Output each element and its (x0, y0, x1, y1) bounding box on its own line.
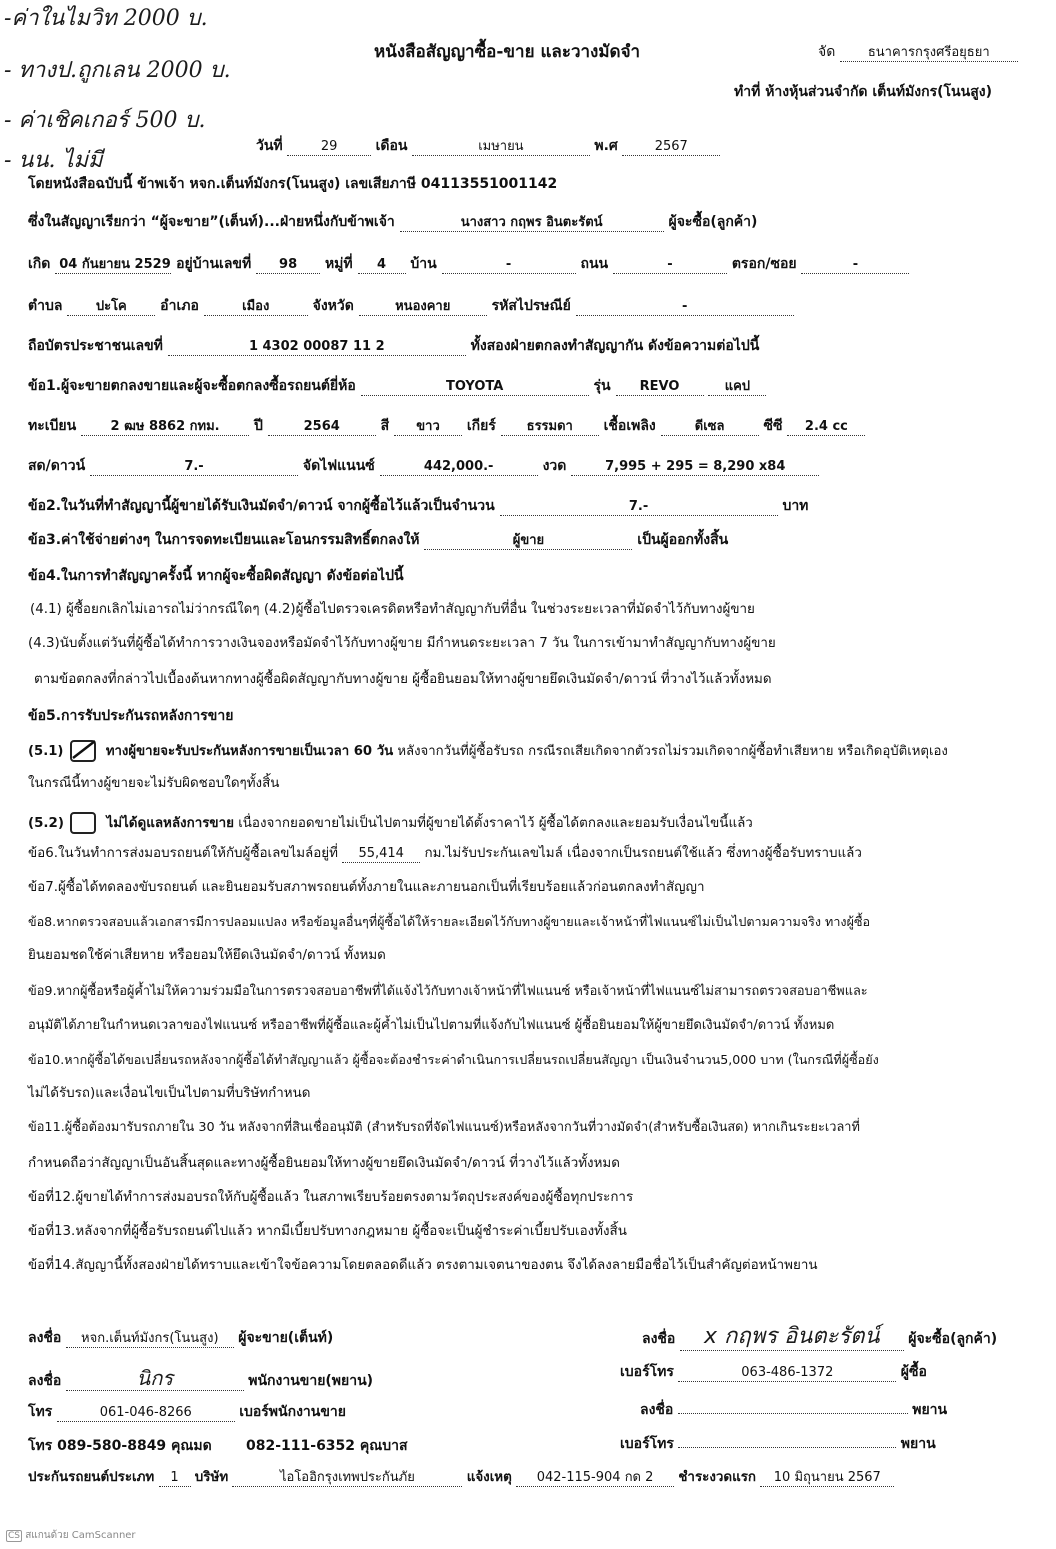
clause-4-1: (4.1) ผู้ซื้อยกเลิกไม่เอารถไม่ว่ากรณีใดๆ (4.2)ผู้ซื้อไปตรวจเครดิตหรือทำสัญญากับที่อื่น ในช่วงระยะเวลาที่มัดจำไว้กับทางผู้ขาย (30, 602, 755, 617)
born-label: เกิด (28, 256, 51, 272)
year-label: พ.ศ (594, 138, 618, 154)
staff-signature: นิกร (66, 1366, 244, 1391)
color-field: ขาว (394, 419, 462, 436)
plate-label: ทะเบียน (28, 418, 77, 434)
clause-7: ข้อ7.ผู้ซื้อได้ทดลองขับรถยนต์ และยินยอมรับสภาพรถยนต์ทั้งภายในและภายนอกเป็นที่เรียบร้อยแล้วก่อนตกลงทำสัญญา (28, 880, 705, 895)
place-line: ทำที่ ห้างหุ้นส่วนจำกัด เต็นท์มังกร(โนนสูง) (734, 84, 992, 100)
sign-label: ลงชื่อ (28, 1330, 62, 1346)
scanner-watermark (6, 1528, 136, 1543)
sign-label: ลงชื่อ (28, 1373, 62, 1389)
clause-1-line (28, 378, 766, 396)
born-field: 04 กันยายน 2529 (55, 257, 171, 274)
clause-3-line (28, 532, 728, 550)
clause-5-2-rest: เนื่องจากยอดขายไม่เป็นไปตามที่ผู้ขายได้ตั้งราคาไว้ ผู้ซื้อได้ตกลงและยอมรับเงื่อนไขนี้แล้ว (238, 816, 753, 831)
seller-sign-line (28, 1330, 333, 1348)
date-line (256, 138, 720, 156)
jad-line (818, 44, 1018, 62)
buyer-signature: x กฤพร อินตะรัตน์ (680, 1324, 904, 1351)
id-field: 1 4302 00087 11 2 (168, 339, 466, 356)
clause-5-2-label: ไม่ได้ดูแลหลังการขาย (106, 816, 234, 831)
color-label: สี (380, 418, 390, 434)
buyer-name-field: นางสาว กฤพร อินตะรัตน์ (400, 215, 664, 232)
model-label: รุ่น (593, 378, 611, 394)
clause-2-pre: ข้อ2.ในวันที่ทำสัญญานี้ผู้ขายได้รับเงินมัดจำ/ดาวน์ จากผู้ซื้อไว้แล้วเป็นจำนวน (28, 498, 495, 514)
moo-field: 4 (358, 257, 406, 274)
tel-label: โทร (28, 1404, 53, 1420)
fee-payer-field: ผู้ขาย (424, 533, 632, 550)
no-warranty-checkbox[interactable] (70, 812, 96, 834)
finance-label: จัดไฟแนนซ์ (302, 458, 375, 474)
id-line (28, 338, 759, 356)
road-field: - (613, 257, 727, 274)
house-field: 98 (256, 257, 320, 274)
clause-14: ข้อที่14.สัญญานี้ทั้งสองฝ่ายได้ทราบและเข้าใจข้อความโดยตลอดดีแล้ว ตรงตามเจตนาของตน จึงได้ลงลายมือชื่อไว้เป็นสำคัญต่อหน้าพยาน (28, 1258, 818, 1273)
clause-5-1-label: ทางผู้ขายจะรับประกันหลังการขายเป็นเวลา 60 วัน (105, 744, 394, 759)
finance-field: 442,000.- (380, 459, 538, 476)
jad-value: ธนาคารกรุงศรีอยุธยา (840, 45, 1018, 62)
camscanner-icon: CS (8, 1531, 20, 1541)
seller-line (28, 214, 757, 232)
warranty-checkbox-checked[interactable] (70, 740, 96, 762)
clause-5-2 (28, 812, 753, 834)
buyer-phone-role: ผู้ซื้อ (900, 1364, 927, 1380)
seller-name-field: หจก.เต็นท์มังกร(โนนสูง) (66, 1331, 234, 1348)
witness-phone-field (678, 1447, 896, 1448)
clause-4-heading: ข้อ4.ในการทำสัญญาครั้งนี้ หากผู้จะซื้อผิดสัญญา ดังข้อต่อไปนี้ (28, 568, 404, 584)
clause-5-2-number: (5.2) (28, 816, 64, 831)
insurance-company-field: ไอโออิกรุงเทพประกันภัย (232, 1470, 462, 1487)
clause-6 (28, 846, 862, 863)
buyer-role: ผู้จะซื้อ(ลูกค้า) (908, 1331, 998, 1347)
sign-label: ลงชื่อ (640, 1402, 674, 1418)
model-field: REVO (616, 379, 704, 396)
cc-label: ซีซี (763, 418, 783, 434)
tambon-field: ปะโค (67, 299, 155, 316)
witness-role: พยาน (912, 1402, 948, 1418)
cc-field: 2.4 cc (787, 419, 865, 436)
brand-field: TOYOTA (361, 379, 589, 396)
handwritten-note-4: - นน. ไม่มี (4, 148, 103, 173)
province-label: จังหวัด (312, 298, 354, 314)
sign-label: ลงชื่อ (642, 1331, 676, 1347)
handwritten-note-3: - ค่าเชิคเกอร์ 500 บ. (4, 108, 206, 133)
staff-sign-line (28, 1366, 373, 1391)
plate-line (28, 418, 865, 436)
clause-8b: ยินยอมชดใช้ค่าเสียหาย หรือยอมให้ยึดเงินมัดจำ/ดาวน์ ทั้งหมด (28, 948, 386, 963)
province-field: หนองคาย (359, 299, 487, 316)
down-field: 7.- (90, 459, 298, 476)
clause-11b: กำหนดถือว่าสัญญาเป็นอันสิ้นสุดและทางผู้ซื้อยินยอมให้ทางผู้ขายยึดเงินมัดจำ/ดาวน์ ที่วางไว้แล้วทั้งหมด (28, 1156, 620, 1171)
staff-role: พนักงานขาย(พยาน) (248, 1373, 374, 1389)
insurance-notify-field: 042-115-904 กด 2 (516, 1470, 674, 1487)
installment-label: งวด (542, 458, 567, 474)
clause-5-1-number: (5.1) (28, 744, 64, 759)
insurance-label: ประกันรถยนต์ประเภท (28, 1470, 155, 1485)
deposit-unit: บาท (782, 498, 809, 514)
intro-line: โดยหนังสือฉบับนี้ ข้าพเจ้า หจก.เต็นท์มังกร(โนนสูง) เลขเสียภาษี 04113551001142 (28, 176, 558, 192)
clause-5-1b: ในกรณีนี้ทางผู้ขายจะไม่รับผิดชอบใดๆทั้งสิ้น (28, 776, 280, 791)
car-year-field: 2564 (268, 419, 376, 436)
buyer-post: ผู้จะซื้อ(ลูกค้า) (668, 214, 758, 230)
zip-field: - (576, 299, 794, 316)
zip-label: รหัสไปรษณีย์ (491, 298, 571, 314)
amphoe-label: อำเภอ (160, 298, 199, 314)
staff-phone-role: เบอร์พนักงานขาย (239, 1404, 346, 1420)
installment-field: 7,995 + 295 = 8,290 x84 (571, 459, 819, 476)
clause-5-1 (28, 740, 948, 762)
finance-line (28, 458, 819, 476)
ban-field: - (442, 257, 576, 274)
fuel-label: เชื้อเพลิง (603, 418, 656, 434)
scanner-text: สแกนด้วย CamScanner (25, 1530, 136, 1541)
deposit-field: 7.- (500, 499, 778, 516)
clause-9: ข้อ9.หากผู้ซื้อหรือผู้ค้ำไม่ให้ความร่วมมือในการตรวจสอบอาชีพที่ได้แจ้งไว้กับทางเจ้าหน้าที่ไฟแนนซ์ หรือเจ้าหน้าที่ไฟแนนซ์ไม่สามารถตรวจสอบอาชีพและ (28, 984, 868, 999)
clause-10b: ไม่ได้รับรถ)และเงื่อนไขเป็นไปตามที่บริษัทกำหนด (28, 1086, 311, 1101)
clause-6-pre: ข้อ6.ในวันทำการส่งมอบรถยนต์ให้กับผู้ซื้อเลขไมล์อยู่ที่ (28, 846, 338, 861)
seller-pre: ซึ่งในสัญญาเรียกว่า “ผู้จะขาย”(เต็นท์)...ฝ่ายหนึ่งกับข้าพเจ้า (28, 214, 395, 230)
soi-label: ตรอก/ซอย (731, 256, 797, 272)
insurance-line (28, 1470, 894, 1487)
clause-13: ข้อที่13.หลังจากที่ผู้ซื้อรับรถยนต์ไปแล้ว หากมีเบี้ยปรับทางกฎหมาย ผู้ซื้อจะเป็นผู้ชำระค่าเบี้ยปรับเองทั้งสิ้น (28, 1224, 627, 1239)
down-label: สด/ดาวน์ (28, 458, 86, 474)
document-title: หนังสือสัญญาซื้อ-ขาย และวางมัดจำ (374, 42, 641, 62)
clause-4-3b: ตามข้อตกลงที่กล่าวไปเบื้องต้นหากทางผู้ซื้อผิดสัญญากับทางผู้ขาย ผู้ซื้อยินยอมให้ทางผู้ขายยึดเงินมัดจำ/ดาวน์ ที่วางไว้แล้วทั้งหมด (34, 672, 772, 687)
tambon-label: ตำบล (28, 298, 63, 314)
clause-9b: อนุมัติได้ภายในกำหนดเวลาของไฟแนนซ์ หรืออาชีพที่ผู้ซื้อและผู้ค้ำไม่เป็นไปตามที่แจ้งกับไฟแนนซ์ ผู้ซื้อยินยอมให้ผู้ขายยึดเงินมัดจำ/ดาวน์ ทั้งหมด (28, 1018, 835, 1033)
contact-1: โทร 089-580-8849 คุณมด (28, 1438, 212, 1454)
handwritten-note-2: - ทางป.ถูกเลน 2000 บ. (4, 58, 231, 83)
insurance-company-label: บริษัท (194, 1470, 229, 1485)
clause-4-3: (4.3)นับตั้งแต่วันที่ผู้ซื้อได้ทำการวางเงินจองหรือมัดจำไว้กับทางผู้ขาย มีกำหนดระยะเวลา 7 วัน ในการเข้ามาทำสัญญากับทางผู้ขาย (28, 636, 776, 651)
clause-1-pre: ข้อ1.ผู้จะขายตกลงขายและผู้จะซื้อตกลงซื้อรถยนต์ยี่ห้อ (28, 378, 356, 394)
car-year-label: ปี (253, 418, 263, 434)
buyer-sign-line (642, 1324, 997, 1351)
buyer-phone-line (620, 1364, 927, 1382)
seller-role: ผู้จะขาย(เต็นท์) (238, 1330, 334, 1346)
staff-phone-line (28, 1404, 346, 1422)
phone-label: เบอร์โทร (620, 1364, 674, 1380)
gear-label: เกียร์ (466, 418, 496, 434)
id-label: ถือบัตรประชาชนเลขที่ (28, 338, 163, 354)
contact-2: 082-111-6352 คุณบาส (246, 1438, 408, 1454)
clause-3-post: เป็นผู้ออกทั้งสิ้น (637, 532, 729, 548)
mileage-field: 55,414 (342, 846, 420, 863)
clause-11: ข้อ11.ผู้ซื้อต้องมารับรถภายใน 30 วัน หลังจากที่สินเชื่ออนุมัติ (สำหรับรถที่จัดไฟแนนซ์)หรือหลังจากวันที่วางมัดจำ(สำหรับซื้อเงินสด) หากเกินระยะเวลาที่ (28, 1120, 860, 1135)
model2-field: แคป (708, 379, 766, 396)
insurance-type-field: 1 (159, 1470, 191, 1487)
day-value: 29 (287, 139, 371, 156)
clause-10: ข้อ10.หากผู้ซื้อได้ขอเปลี่ยนรถหลังจากผู้ซื้อได้ทำสัญญาแล้ว ผู้ซื้อจะต้องชำระค่าดำเนินการเปลี่ยนรถเปลี่ยนสัญญา เป็นเงินจำนวน5,000 บาท (ในกรณีที่ผู้ซื้อยัง (28, 1052, 879, 1067)
clause-2-line (28, 498, 808, 516)
id-post: ทั้งสองฝ่ายตกลงทำสัญญากัน ดังข้อความต่อไปนี้ (470, 338, 760, 354)
witness-sign-line (640, 1402, 947, 1419)
address-line-1 (28, 256, 909, 274)
clause-3-pre: ข้อ3.ค่าใช้จ่ายต่างๆ ในการจดทะเบียนและโอนกรรมสิทธิ์ตกลงให้ (28, 532, 420, 548)
first-payment-field: 10 มิถุนายน 2567 (760, 1470, 894, 1487)
month-label: เดือน (375, 138, 408, 154)
witness-sign-field (678, 1413, 908, 1414)
soi-field: - (801, 257, 909, 274)
gear-field: ธรรมดา (501, 419, 599, 436)
buyer-phone-field: 063-486-1372 (678, 1365, 896, 1382)
check-mark-icon (70, 738, 98, 762)
moo-label: หมู่ที่ (324, 256, 353, 272)
clause-5-heading: ข้อ5.การรับประกันรถหลังการขาย (28, 708, 234, 724)
plate-field: 2 ฒษ 8862 กทม. (81, 419, 249, 436)
clause-8: ข้อ8.หากตรวจสอบแล้วเอกสารมีการปลอมแปลง หรือข้อมูลอื่นๆที่ผู้ซื้อได้ให้รายละเอียดไว้กับทางผู้ขายและเจ้าหน้าที่ไฟแนนซ์ไม่เป็นไปตามความจริง ทางผู้ซื้อ (28, 914, 871, 929)
clause-12: ข้อที่12.ผู้ขายได้ทำการส่งมอบรถให้กับผู้ซื้อแล้ว ในสภาพเรียบร้อยตรงตามวัตถุประสงค์ของผู้ซื้อทุกประการ (28, 1190, 634, 1205)
amphoe-field: เมือง (204, 299, 308, 316)
witness-phone-line (620, 1436, 936, 1453)
day-label: วันที่ (256, 138, 283, 154)
phone-label: เบอร์โทร (620, 1436, 674, 1452)
house-label: อยู่บ้านเลขที่ (176, 256, 252, 272)
ban-label: บ้าน (410, 256, 437, 272)
month-value: เมษายน (412, 139, 590, 156)
witness-role: พยาน (900, 1436, 936, 1452)
staff-phone-field: 061-046-8266 (57, 1405, 235, 1422)
jad-label: จัด (818, 44, 836, 60)
first-payment-label: ชำระงวดแรก (678, 1470, 757, 1485)
clause-6-post: กม.ไม่รับประกันเลขไมล์ เนื่องจากเป็นรถยนต์ใช้แล้ว ซึ่งทางผู้ซื้อรับทราบแล้ว (424, 846, 862, 861)
insurance-notify-label: แจ้งเหตุ (466, 1470, 512, 1485)
handwritten-note-1: -ค่าในไมวิท 2000 บ. (4, 6, 208, 31)
road-label: ถนน (580, 256, 609, 272)
address-line-2 (28, 298, 794, 316)
year-value: 2567 (622, 139, 720, 156)
fuel-field: ดีเซล (661, 419, 759, 436)
clause-5-1-rest: หลังจากวันที่ผู้ซื้อรับรถ กรณีรถเสียเกิดจากตัวรถไม่รวมเกิดจากผู้ซื้อทำเสียหาย หรือเกิดอุบัติเหตุเอง (397, 744, 948, 759)
